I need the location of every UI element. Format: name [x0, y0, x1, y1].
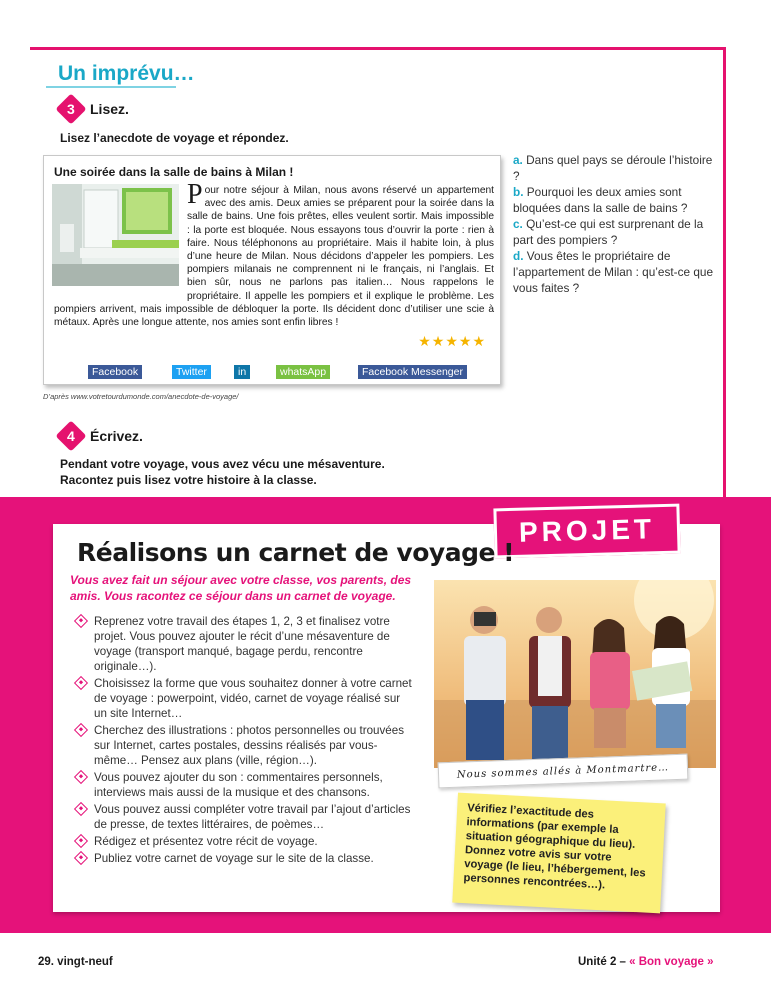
- list-item: Rédigez et présentez votre récit de voyage.: [76, 834, 416, 849]
- blog-post-title: Une soirée dans la salle de bains à Milan !: [54, 165, 294, 179]
- step-number-badge: 4: [55, 420, 86, 451]
- section-title-underline: [46, 86, 176, 88]
- list-item: Vous pouvez aussi compléter votre travail par l’ajout d’articles de presse, de textes littéraires, de poèmes…: [76, 802, 416, 832]
- unit-title: « Bon voyage »: [629, 956, 714, 968]
- list-item: Publiez votre carnet de voyage sur le site de la classe.: [76, 851, 416, 866]
- step-4-heading: [60, 425, 143, 447]
- facebook-share-button[interactable]: Facebook: [88, 365, 142, 379]
- section-title: Un imprévu…: [58, 62, 195, 85]
- source-credit: D’après www.votretourdumonde.com/anecdote-de-voyage/: [43, 392, 239, 401]
- list-item: Choisissez la forme que vous souhaitez donner à votre carnet de voyage : powerpoint, vidéo, carnet de voyage réalisé sur un site Internet…: [76, 676, 416, 721]
- step-3-heading: [60, 98, 129, 120]
- diamond-bullet-icon: [74, 834, 88, 848]
- sticky-note: Vérifiez l’exactitude des informations (par exemple la situation géographique du lieu). Donnez votre avis sur votre voyage (le lieu, l’hébergement, les personnes rencontrées…).: [452, 793, 665, 914]
- list-item: Vous pouvez ajouter du son : commentaires personnels, interviews mais aussi de la musique et des chansons.: [76, 770, 416, 800]
- step-3-instruction: Lisez l’anecdote de voyage et répondez.: [60, 131, 289, 145]
- unit-label: Unité 2 –: [578, 956, 626, 968]
- question-item: b. Pourquoi les deux amies sont bloquées dans la salle de bains ?: [513, 185, 688, 215]
- step-label: Lisez.: [90, 101, 129, 117]
- unit-footer: [578, 956, 714, 968]
- page-number: 29. vingt-neuf: [38, 956, 113, 968]
- projet-title: Réalisons un carnet de voyage !: [77, 538, 515, 567]
- blog-post-card: [43, 155, 501, 385]
- diamond-bullet-icon: [74, 770, 88, 784]
- question-item: d. Vous êtes le propriétaire de l’appartement de Milan : qu’est-ce que vous faites ?: [513, 249, 714, 295]
- projet-bullet-list: [76, 614, 416, 868]
- list-item: Cherchez des illustrations : photos personnelles ou trouvées sur Internet, cartes postales, dessins réalisés par vous-même… Pensez aux plans (ville, région…).: [76, 723, 416, 768]
- list-item: Reprenez votre travail des étapes 1, 2, 3 et finalisez votre projet. Vous pouvez ajouter le récit d’une mésaventure de voyage (transport manqué, bagage perdu, rencontre originale…).: [76, 614, 416, 674]
- whatsapp-share-button[interactable]: whatsApp: [276, 365, 330, 379]
- questions-list: [513, 152, 713, 296]
- blog-post-text: our notre séjour à Milan, nous avons réservé un appartement avec des amis. Deux amies se préparent pour la soirée dans la salle de bains. Une fois prêtes, elles veulent sortir. Mais impossible : la porte est bloquée. Nous essayons tous d’ouvrir la porte : rien à faire. Nous téléphonons au propriétaire. Mais il habite loin, à plus d’une heure de Milan. Nous décidons d’appeler les pompiers. Les pompiers milanais ne comprennent ni le français, ni l’anglais. Et bien sûr, nous ne parlons pas italien… Nous rappelons le propriétaire. Il appelle les pompiers et il explique le problème. Les pompiers arrivent, mais impossible de débloquer la porte. Ils décident donc d’utiliser une scie à métaux. Après une longue attente, nos amies sont enfin libres !: [54, 185, 494, 329]
- rating-stars: ★★★★★: [418, 333, 486, 349]
- diamond-bullet-icon: [74, 802, 88, 816]
- blog-post-body: [54, 179, 494, 329]
- diamond-bullet-icon: [74, 676, 88, 690]
- twitter-share-button[interactable]: Twitter: [172, 365, 211, 379]
- linkedin-share-button[interactable]: in: [234, 365, 250, 379]
- step-label: Écrivez.: [90, 428, 143, 444]
- projet-intro: Vous avez fait un séjour avec votre classe, vos parents, des amis. Vous racontez ce séjour dans un carnet de voyage.: [70, 573, 412, 603]
- photo-caption: Nous sommes allés à Montmartre…: [438, 754, 689, 789]
- messenger-share-button[interactable]: Facebook Messenger: [358, 365, 467, 379]
- step-4-instruction-line-2: Racontez puis lisez votre histoire à la classe.: [60, 473, 317, 487]
- step-4-instruction-line-1: Pendant votre voyage, vous avez vécu une mésaventure.: [60, 457, 385, 471]
- blog-dropcap: P: [187, 179, 203, 210]
- diamond-bullet-icon: [74, 851, 88, 865]
- diamond-bullet-icon: [74, 614, 88, 628]
- friends-travel-photo: [434, 580, 716, 768]
- projet-tag: PROJET: [493, 504, 680, 559]
- question-item: a. Dans quel pays se déroule l’histoire ?: [513, 153, 713, 183]
- question-item: c. Qu’est-ce qui est surprenant de la part des pompiers ?: [513, 217, 704, 247]
- step-number-badge: 3: [55, 93, 86, 124]
- diamond-bullet-icon: [74, 723, 88, 737]
